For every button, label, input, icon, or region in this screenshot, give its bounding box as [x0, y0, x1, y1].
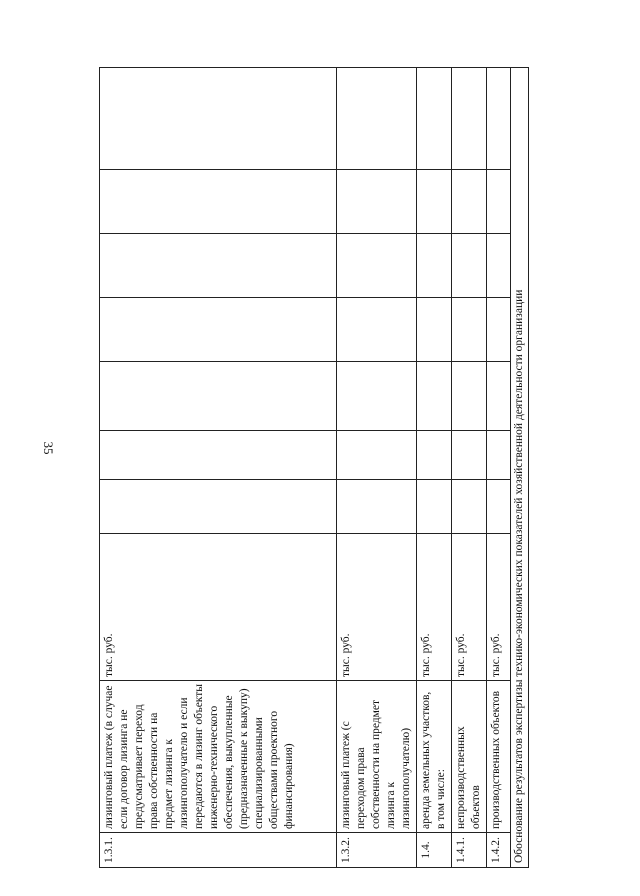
- row-name: производственных объектов: [487, 681, 511, 833]
- value-cell: [337, 431, 417, 480]
- row-name: аренда земельных участков, в том числе:: [417, 681, 452, 833]
- row-unit: тыс. руб.: [100, 534, 337, 681]
- row-number: 1.3.1.: [100, 833, 337, 868]
- row-unit: тыс. руб.: [417, 534, 452, 681]
- row-number: 1.4.2.: [487, 833, 511, 868]
- value-cell: [417, 480, 452, 534]
- value-cell: [487, 431, 511, 480]
- value-cell: [337, 362, 417, 431]
- value-cell: [417, 298, 452, 362]
- value-cell: [100, 362, 337, 431]
- row-number: 1.4.: [417, 833, 452, 868]
- value-cell: [487, 234, 511, 298]
- value-cell: [487, 298, 511, 362]
- value-cell: [417, 431, 452, 480]
- value-cell: [452, 234, 487, 298]
- footer-text: Обоснование результатов экспертизы технико-экономических показателей хозяйственной деятельности организации: [511, 68, 529, 868]
- value-cell: [337, 298, 417, 362]
- value-cell: [452, 480, 487, 534]
- table-row: [487, 68, 511, 868]
- value-cell: [100, 480, 337, 534]
- value-cell: [452, 298, 487, 362]
- indicators-table: [99, 67, 529, 868]
- value-cell: [452, 170, 487, 234]
- rotated-table-area: [99, 68, 525, 868]
- value-cell: [487, 480, 511, 534]
- value-cell: [100, 68, 337, 170]
- value-cell: [487, 362, 511, 431]
- value-cell: [487, 170, 511, 234]
- value-cell: [337, 170, 417, 234]
- value-cell: [337, 480, 417, 534]
- page-number: 35: [41, 441, 56, 455]
- value-cell: [452, 431, 487, 480]
- value-cell: [452, 68, 487, 170]
- row-name: лизинговый платеж (в случае если договор лизинга не предусматривает переход права собственности на предмет лизинга к лизингополучателю и если передаются в лизинг объекты инженерно-технического обеспечения, выкупленные (предназначенные к выкупу) специализированными обществами проектного финансирования): [100, 681, 337, 833]
- table-row: [452, 68, 487, 868]
- value-cell: [337, 68, 417, 170]
- row-name: лизинговый платеж (с переходом права собственности на предмет лизинга к лизингополучателю): [337, 681, 417, 833]
- row-unit: тыс. руб.: [337, 534, 417, 681]
- value-cell: [337, 234, 417, 298]
- value-cell: [417, 68, 452, 170]
- value-cell: [100, 298, 337, 362]
- value-cell: [417, 362, 452, 431]
- row-number: 1.3.2.: [337, 833, 417, 868]
- table-footer-row: [511, 68, 529, 868]
- table-row: [100, 68, 337, 868]
- value-cell: [417, 170, 452, 234]
- table-row: [337, 68, 417, 868]
- value-cell: [100, 431, 337, 480]
- row-unit: тыс. руб.: [452, 534, 487, 681]
- value-cell: [100, 170, 337, 234]
- table-row: [417, 68, 452, 868]
- value-cell: [100, 234, 337, 298]
- row-number: 1.4.1.: [452, 833, 487, 868]
- row-unit: тыс. руб.: [487, 534, 511, 681]
- value-cell: [452, 362, 487, 431]
- value-cell: [417, 234, 452, 298]
- row-name: непроизводственных объектов: [452, 681, 487, 833]
- value-cell: [487, 68, 511, 170]
